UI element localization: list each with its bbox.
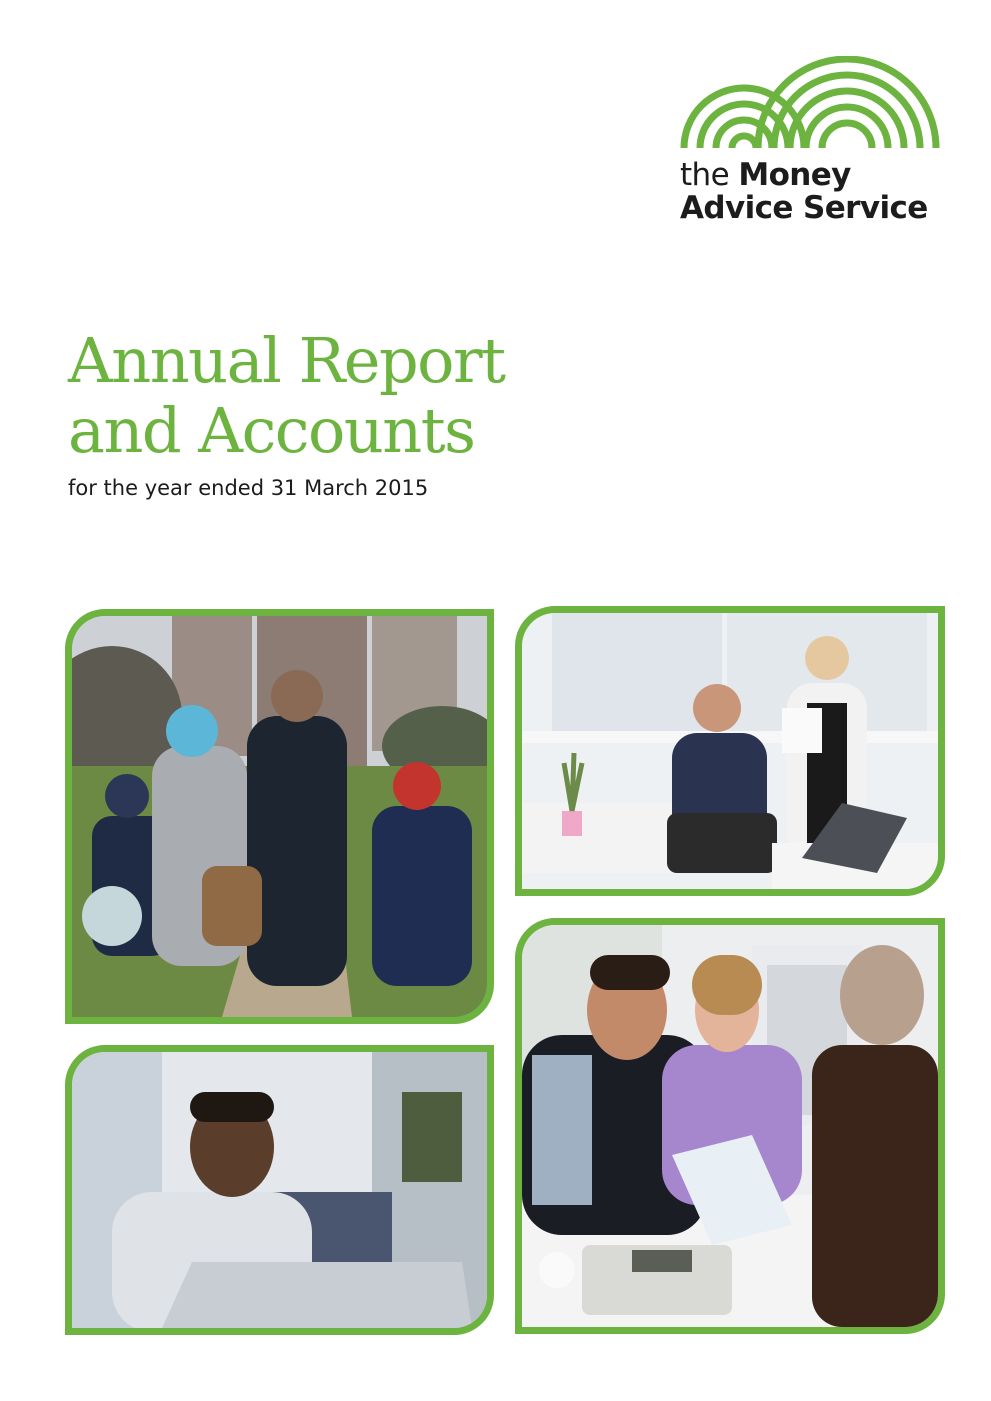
logo-words-advice-service: Advice Service [680,190,928,226]
title-block [68,326,708,502]
office-wheelchair-user-photo [515,606,945,896]
money-advice-service-logo [676,56,944,236]
family-walking-photo [65,609,494,1024]
couple-with-adviser-photo [515,918,945,1334]
report-subtitle: for the year ended 31 March 2015 [68,476,429,500]
rainbow-arcs-icon [678,56,940,156]
man-at-laptop-photo [65,1045,494,1335]
report-title-line-1: Annual Report [68,324,505,397]
logo-wordmark [680,159,928,225]
logo-word-money: Money [738,157,851,193]
report-title-line-2: and Accounts [68,394,475,467]
logo-word-the: the [680,157,739,193]
